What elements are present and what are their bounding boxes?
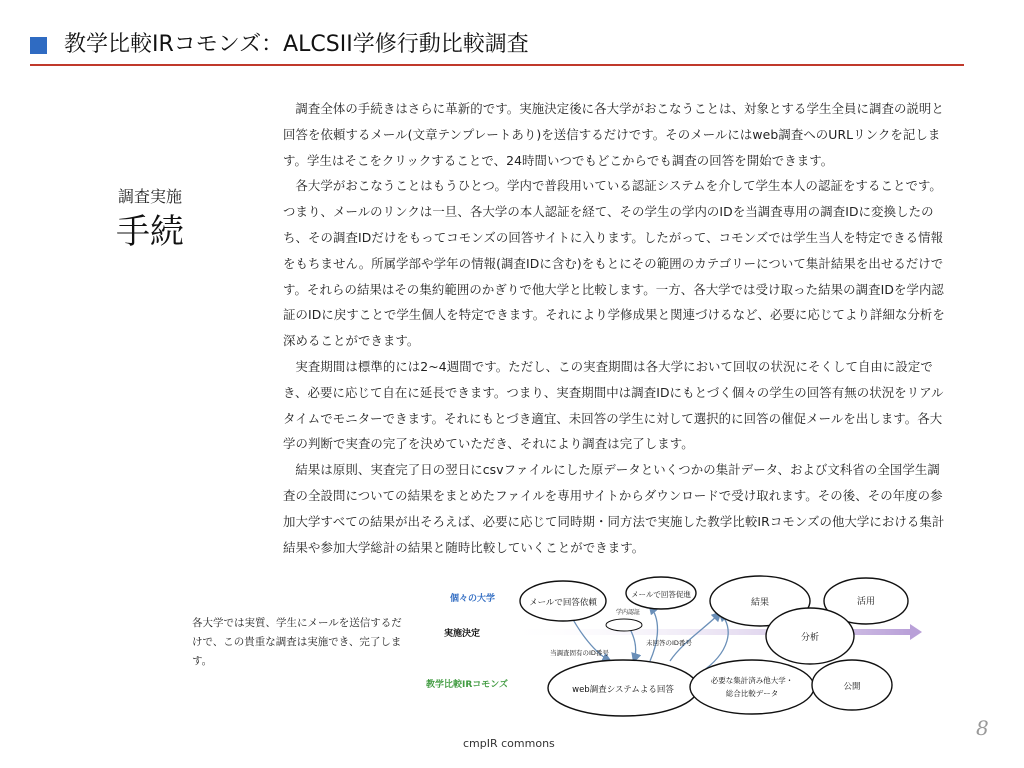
section-title: 手続: [116, 212, 184, 252]
diagram-caption: 各大学では実質、学生にメールを送信するだけで、この貴重な調査は実施でき、完了します。: [192, 617, 402, 667]
node-aggregate-label-1: 必要な集計済み他大学・: [710, 676, 794, 685]
process-diagram: [420, 573, 940, 723]
timeline-arrow-icon: [910, 624, 922, 640]
paragraph: 結果は原則、実査完了日の翌日にcsvファイルにした原データといくつかの集計データ、および文科省の全国学生調査の全設問についての結果をまとめたファイルを専用サイトからダウンロードで受け取れます。その後、その年度の参加大学すべての結果が出そろえば、必要に応じて同時期・同方法で実施した教学比較IRコモンズの他大学における集計結果や参加大学総計の結果と随時比較していくことができます。: [283, 462, 945, 555]
node-mail-request-label: メールで回答依頼: [529, 598, 597, 608]
page-title: 教学比較IRコモンズ：ALCSII学修行動比較調査: [64, 32, 529, 57]
row-label-decision: 実施決定: [444, 629, 481, 639]
node-auth-label: 学内認証: [616, 609, 641, 616]
paragraph: 実査期間は標準的には2~4週間です。ただし、この実査期間は各大学において回収の状況にそくして自由に設定でき、必要に応じて自在に延長できます。つまり、実査期間中は調査IDにもとづく個々の学生の回答有無の状況をリアルタイムでモニターできます。それにもとづき適宜、未回答の学生に対して選択的に回答の催促メールを出します。各大学の判断で実査の完了を決めていただき、それにより調査は完了します。: [283, 358, 944, 452]
footer-brand: cmpIR commons: [463, 737, 555, 750]
paragraph: 調査全体の手続きはさらに革新的です。実施決定後に各大学がおこなうことは、対象とする学生全員に調査の説明と回答を依頼するメール(文章テンプレートあり)を送信するだけです。そのメールにはweb調査へのURLリンクを記します。学生はそこをクリックすることで、24時間いつでもどこからでも調査の回答を開始できます。: [283, 101, 944, 168]
section-subtitle: 調査実施: [118, 187, 183, 206]
label-survey-id: 当調査固有のID番号: [550, 649, 609, 657]
row-label-commons: 教学比較IRコモンズ: [426, 680, 509, 690]
node-analysis-label: 分析: [800, 633, 820, 643]
node-aggregate: [690, 660, 814, 714]
page-number: 8: [976, 716, 989, 740]
label-unanswered-id: 未回答のID番号: [646, 639, 692, 647]
node-mail-reminder-label: メールで回答促進: [631, 590, 691, 599]
node-aggregate-label-2: 総合比較データ: [725, 689, 779, 698]
node-publish-label: 公開: [843, 682, 861, 692]
body-text: [283, 96, 947, 560]
paragraph: 各大学がおこなうことはもうひとつ。学内で普段用いている認証システムを介して学生本人の認証をすることです。つまり、メールのリンクは一旦、各大学の本人認証を経て、その学生の学内のIDを当調査専用の調査IDに変換したのち、その調査IDだけをもってコモンズの回答サイトに入ります。したがって、コモンズでは学生当人を特定できる情報をもちません。所属学部や学年の情報(調査IDに含む)をもとにその範囲のカテゴリーについて集計結果を出せるだけです。それらの結果はその集約範囲のかぎりで他大学と比較します。一方、各大学では受け取った結果の調査IDを学内認証のIDに戻すことで学生個人を特定できます。それにより学修成果と関連づけるなど、必要に応じてより詳細な分析を深めることができます。: [283, 178, 945, 349]
title-square-icon: [30, 37, 47, 54]
node-web-survey-label: web調査システムよる回答: [572, 685, 674, 695]
node-results-label: 結果: [750, 598, 770, 608]
title-rule: [30, 64, 964, 66]
row-label-universities: 個々の大学: [450, 594, 496, 604]
header: [30, 28, 964, 64]
node-auth: [606, 619, 642, 631]
flow-arrow: [670, 613, 720, 661]
node-use-label: 活用: [856, 597, 876, 607]
